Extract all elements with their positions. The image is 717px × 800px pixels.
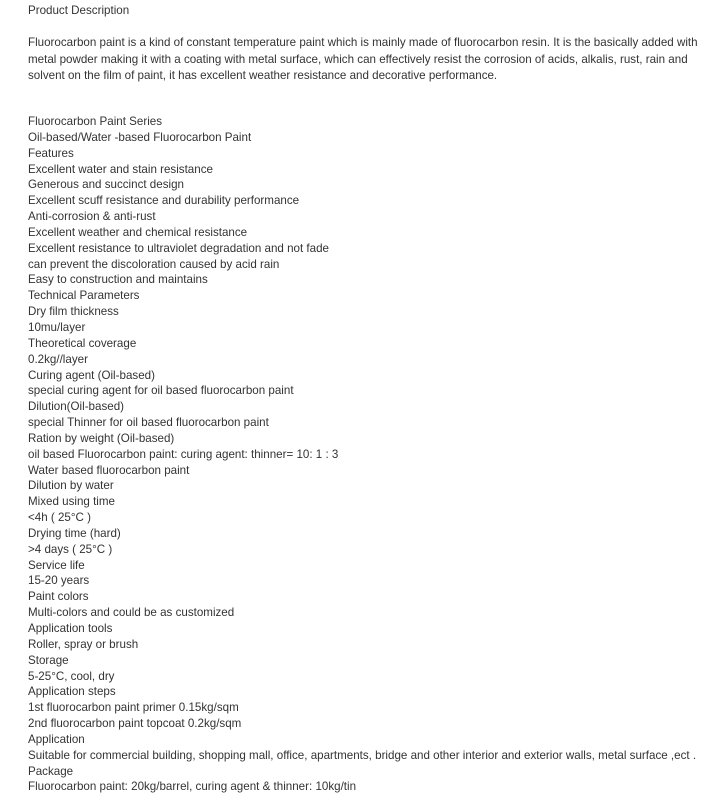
spec-line: Anti-corrosion & anti-rust (28, 210, 156, 224)
spec-line: Generous and succinct design (28, 178, 184, 192)
spec-line: 15-20 years (28, 574, 90, 588)
spec-line: Mixed using time (28, 495, 115, 509)
spec-line: 1st fluorocarbon paint primer 0.15kg/sqm (28, 701, 239, 715)
spec-line: Paint colors (28, 590, 89, 604)
spec-line: 2nd fluorocarbon paint topcoat 0.2kg/sqm (28, 717, 242, 731)
spec-line: Drying time (hard) (28, 526, 121, 540)
spec-line: Curing agent (Oil-based) (28, 368, 155, 382)
spec-line: special Thinner for oil based fluorocarbon paint (28, 416, 269, 430)
spec-list (28, 114, 696, 795)
spec-line: 10mu/layer (28, 320, 86, 334)
intro-paragraph: Fluorocarbon paint is a kind of constant temperature paint which is mainly made of fluorocarbon resin. It is the basically added with metal powder making it with a coating with metal surface, which can effectively resist the corrosion of acids, alkalis, rust, rain and solvent on the film of paint, it has excellent weather resistance and decorative performance. (28, 36, 698, 82)
spec-line: 0.2kg//layer (28, 352, 88, 366)
spec-line: Excellent resistance to ultraviolet degradation and not fade (28, 241, 329, 255)
spec-line: Theoretical coverage (28, 336, 137, 350)
spec-line: Package (28, 764, 74, 778)
spec-line: Service life (28, 558, 85, 572)
spec-line: Easy to construction and maintains (28, 273, 208, 287)
spec-line: Storage (28, 653, 69, 667)
spec-line: Suitable for commercial building, shopping mall, office, apartments, bridge and other interior and exterior walls, metal surface ,ect . (28, 748, 697, 762)
spec-line: Excellent weather and chemical resistance (28, 225, 248, 239)
spec-line: >4 days ( 25°C ) (28, 542, 113, 556)
spec-line: Dry film thickness (28, 305, 119, 319)
spec-line: Ration by weight (Oil-based) (28, 431, 175, 445)
spec-line: Application tools (28, 622, 113, 635)
spec-line: Excellent scuff resistance and durability performance (28, 194, 300, 208)
spec-line: can prevent the discoloration caused by acid rain (28, 257, 280, 271)
spec-line: Features (28, 146, 74, 160)
spec-line: Oil-based/Water -based Fluorocarbon Paint (28, 130, 252, 144)
spec-line: Technical Parameters (28, 289, 140, 303)
spec-line: Roller, spray or brush (28, 637, 139, 651)
spec-line: Application (28, 732, 85, 746)
spec-line: Water based fluorocarbon paint (28, 463, 190, 477)
spec-line: Application steps (28, 685, 116, 699)
section-title: Product Description (28, 4, 130, 17)
spec-line: <4h ( 25°C ) (28, 511, 91, 525)
spec-line: Multi-colors and could be as customized (28, 606, 235, 620)
spec-line: special curing agent for oil based fluorocarbon paint (28, 384, 294, 398)
spec-line: Fluorocarbon Paint Series (28, 115, 163, 128)
spec-line: Dilution(Oil-based) (28, 400, 125, 414)
spec-line: Dilution by water (28, 479, 114, 493)
spec-line: Excellent water and stain resistance (28, 162, 213, 176)
spec-line: oil based Fluorocarbon paint: curing agent: thinner= 10: 1 : 3 (28, 447, 339, 461)
spec-line: Fluorocarbon paint: 20kg/barrel, curing agent & thinner: 10kg/tin (28, 780, 357, 794)
spec-line: 5-25°C, cool, dry (28, 669, 115, 683)
